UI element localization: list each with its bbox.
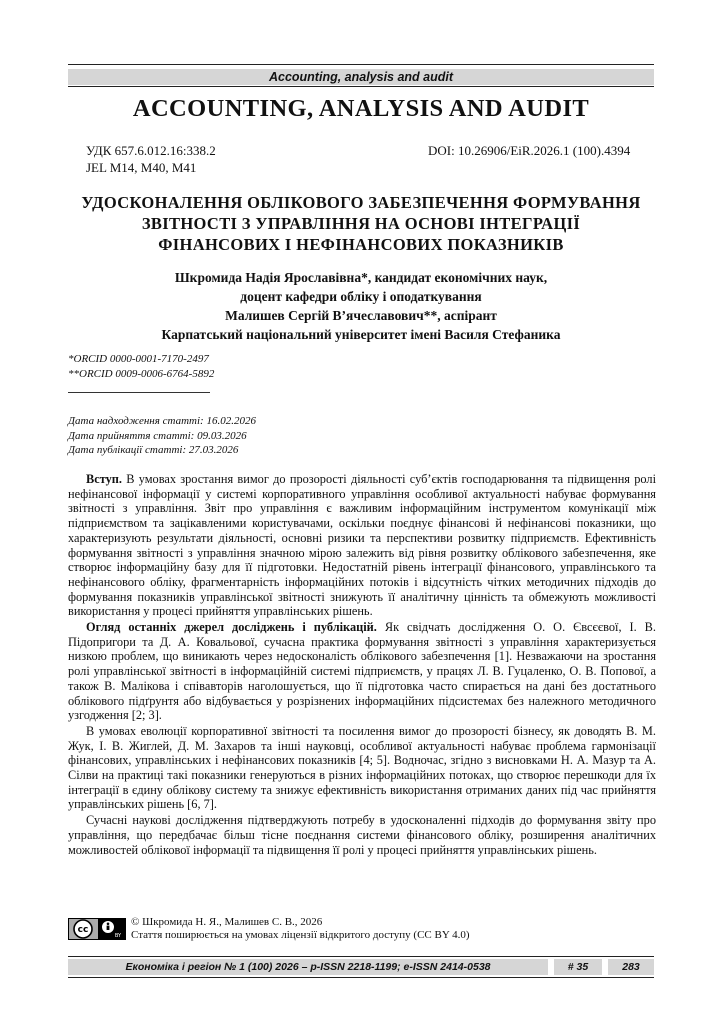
footer-issue-number: # 35: [554, 959, 602, 975]
review-paragraph: [68, 620, 656, 723]
section-header-label: Accounting, analysis and audit: [268, 70, 454, 84]
license-text: [131, 916, 470, 942]
cc-badge-label: cc: [77, 925, 89, 936]
cc-by-license-icon: [68, 918, 126, 940]
article-title-line: ЗВІТНОСТІ З УПРАВЛІННЯ НА ОСНОВІ ІНТЕГРАЦІЇ: [141, 214, 581, 233]
section-header-bar: [68, 69, 654, 85]
article-title-line: ФІНАНСОВИХ І НЕФІНАНСОВИХ ПОКАЗНИКІВ: [158, 235, 564, 254]
article-dates: [68, 414, 256, 458]
intro-paragraph: [68, 472, 656, 619]
date-received: Дата надходження статті: 16.02.2026: [68, 415, 256, 427]
doi: DOI: 10.26906/EiR.2026.1 (100).4394: [428, 143, 631, 158]
copyright-line: © Шкромида Н. Я., Малишев С. В., 2026: [131, 916, 323, 928]
footer-top-rule: [68, 956, 654, 957]
page-number: 283: [608, 959, 654, 975]
author-line: доцент кафедри обліку і оподаткування: [240, 289, 482, 304]
udc-code: УДК 657.6.012.16:338.2: [86, 143, 216, 158]
orcid-id: *ORCID 0000-0001-7170-2497: [68, 353, 209, 365]
body-paragraph: В умовах еволюції корпоративної звітності та посилення вимог до прозорості бізнесу, як доводять В. М. Жук, І. В. Жиглей, Д. М. Захаров та інші науковці, особливої актуальності набуває проблема гармонізації фінансових, управлінських і нефінансових показників [4; 5]. Водночас, згідно з висновками Н. А. Мазур та А. Сілви на практиці такі показники генеруються в різних інформаційних потоках, що створює перешкоди для їх інтеграції в єдину облікову систему та знижує ефективність використання отриманих даних під час прийняття управлінських рішень [6, 7].: [68, 723, 656, 812]
jel-code: JEL M14, M40, M41: [86, 160, 197, 175]
date-published: Дата публікації статті: 27.03.2026: [68, 444, 239, 456]
article-title: [68, 192, 654, 255]
article-body: [68, 472, 656, 858]
author-line: Шкромида Надія Ярославівна*, кандидат економічних наук,: [174, 270, 548, 285]
author-line: Малишев Сергій В’ячеславович**, аспірант: [225, 308, 497, 323]
review-text: Як свідчать дослідження О. О. Євсєєвої, І. В. Підопригори та Д. А. Ковальової, сучасна практика формування звітності з управління характеризується низкою проблем, що виникають через недосконалість облікового забезпечення [1]. Незважаючи на зростання ролі управлінської звітності в інформаційній системі підприємств, у працях Л. В. Гуцаленко, О. В. Попової, а також В. Малікова і співавторів наголошується, що її підготовка часто спирається на дані без достатнього облікового підґрунтя або відбувається у розрізнених інформаційних підсистемах без належного методичного узгодження [2; 3].: [68, 620, 656, 723]
article-title-line: УДОСКОНАЛЕННЯ ОБЛІКОВОГО ЗАБЕЗПЕЧЕННЯ ФОРМУВАННЯ: [81, 193, 641, 212]
review-heading: Огляд останніх джерел досліджень і публікацій.: [86, 620, 377, 635]
footer-journal-info: Економіка і регіон № 1 (100) 2026 – p-ISSN 2218-1199; e-ISSN 2414-0538: [68, 959, 548, 975]
footnote-rule: [68, 392, 210, 393]
orcid-block: [68, 352, 214, 382]
by-badge-label: BY: [114, 933, 122, 939]
header-bottom-rule: [68, 86, 654, 87]
date-accepted: Дата прийняття статті: 09.03.2026: [68, 429, 247, 442]
license-block: [68, 916, 654, 946]
footer-bottom-rule: [68, 977, 654, 978]
classification-codes: [86, 142, 216, 176]
affiliation: Карпатський національний університет імені Василя Стефаника: [161, 327, 561, 342]
authors-block: [68, 268, 654, 344]
license-terms: Стаття поширюється на умовах ліцензії відкритого доступу (CC BY 4.0): [131, 929, 470, 941]
journal-section-title: ACCOUNTING, ANALYSIS AND AUDIT: [132, 95, 590, 122]
intro-text: В умовах зростання вимог до прозорості діяльності суб’єктів господарювання та підвищення ролі нефінансової інформації у системі корпоративного управління особливої актуальності набуває формування звітності з управління. Звіт про управління є важливим інформаційним інструментом комунікації між підприємством та зацікавленими користувачами, оскільки поєднує фінансові й нефінансові показники, що характеризують результати діяльності, основні ризики та перспективи розвитку підприємств. Ефективність формування звітності з управління значною мірою залежить від рівня розвитку облікового забезпечення, яке створює інформаційну базу для її підготовки. Недостатній рівень інтеграції фінансового, управлінського та нефінансового обліку, фрагментарність інформаційних потоків і відсутність чітких методичних підходів до формування показників управлінської звітності знижують її аналітичну цінність та обмежують можливості використання у процесі прийняття управлінських рішень.: [68, 472, 656, 619]
page-footer: [68, 959, 654, 975]
orcid-id: **ORCID 0009-0006-6764-5892: [68, 368, 215, 380]
intro-heading: Вступ.: [86, 472, 122, 486]
header-top-rule: [68, 64, 654, 65]
body-paragraph: Сучасні наукові дослідження підтверджують потребу в удосконаленні підходів до формування звіту про управління, що передбачає більш тісне поєднання системи фінансового обліку, розширення аналітичних можливостей облікової інформації та підвищення її ролі у процесі прийняття управлінських рішень.: [68, 813, 656, 857]
